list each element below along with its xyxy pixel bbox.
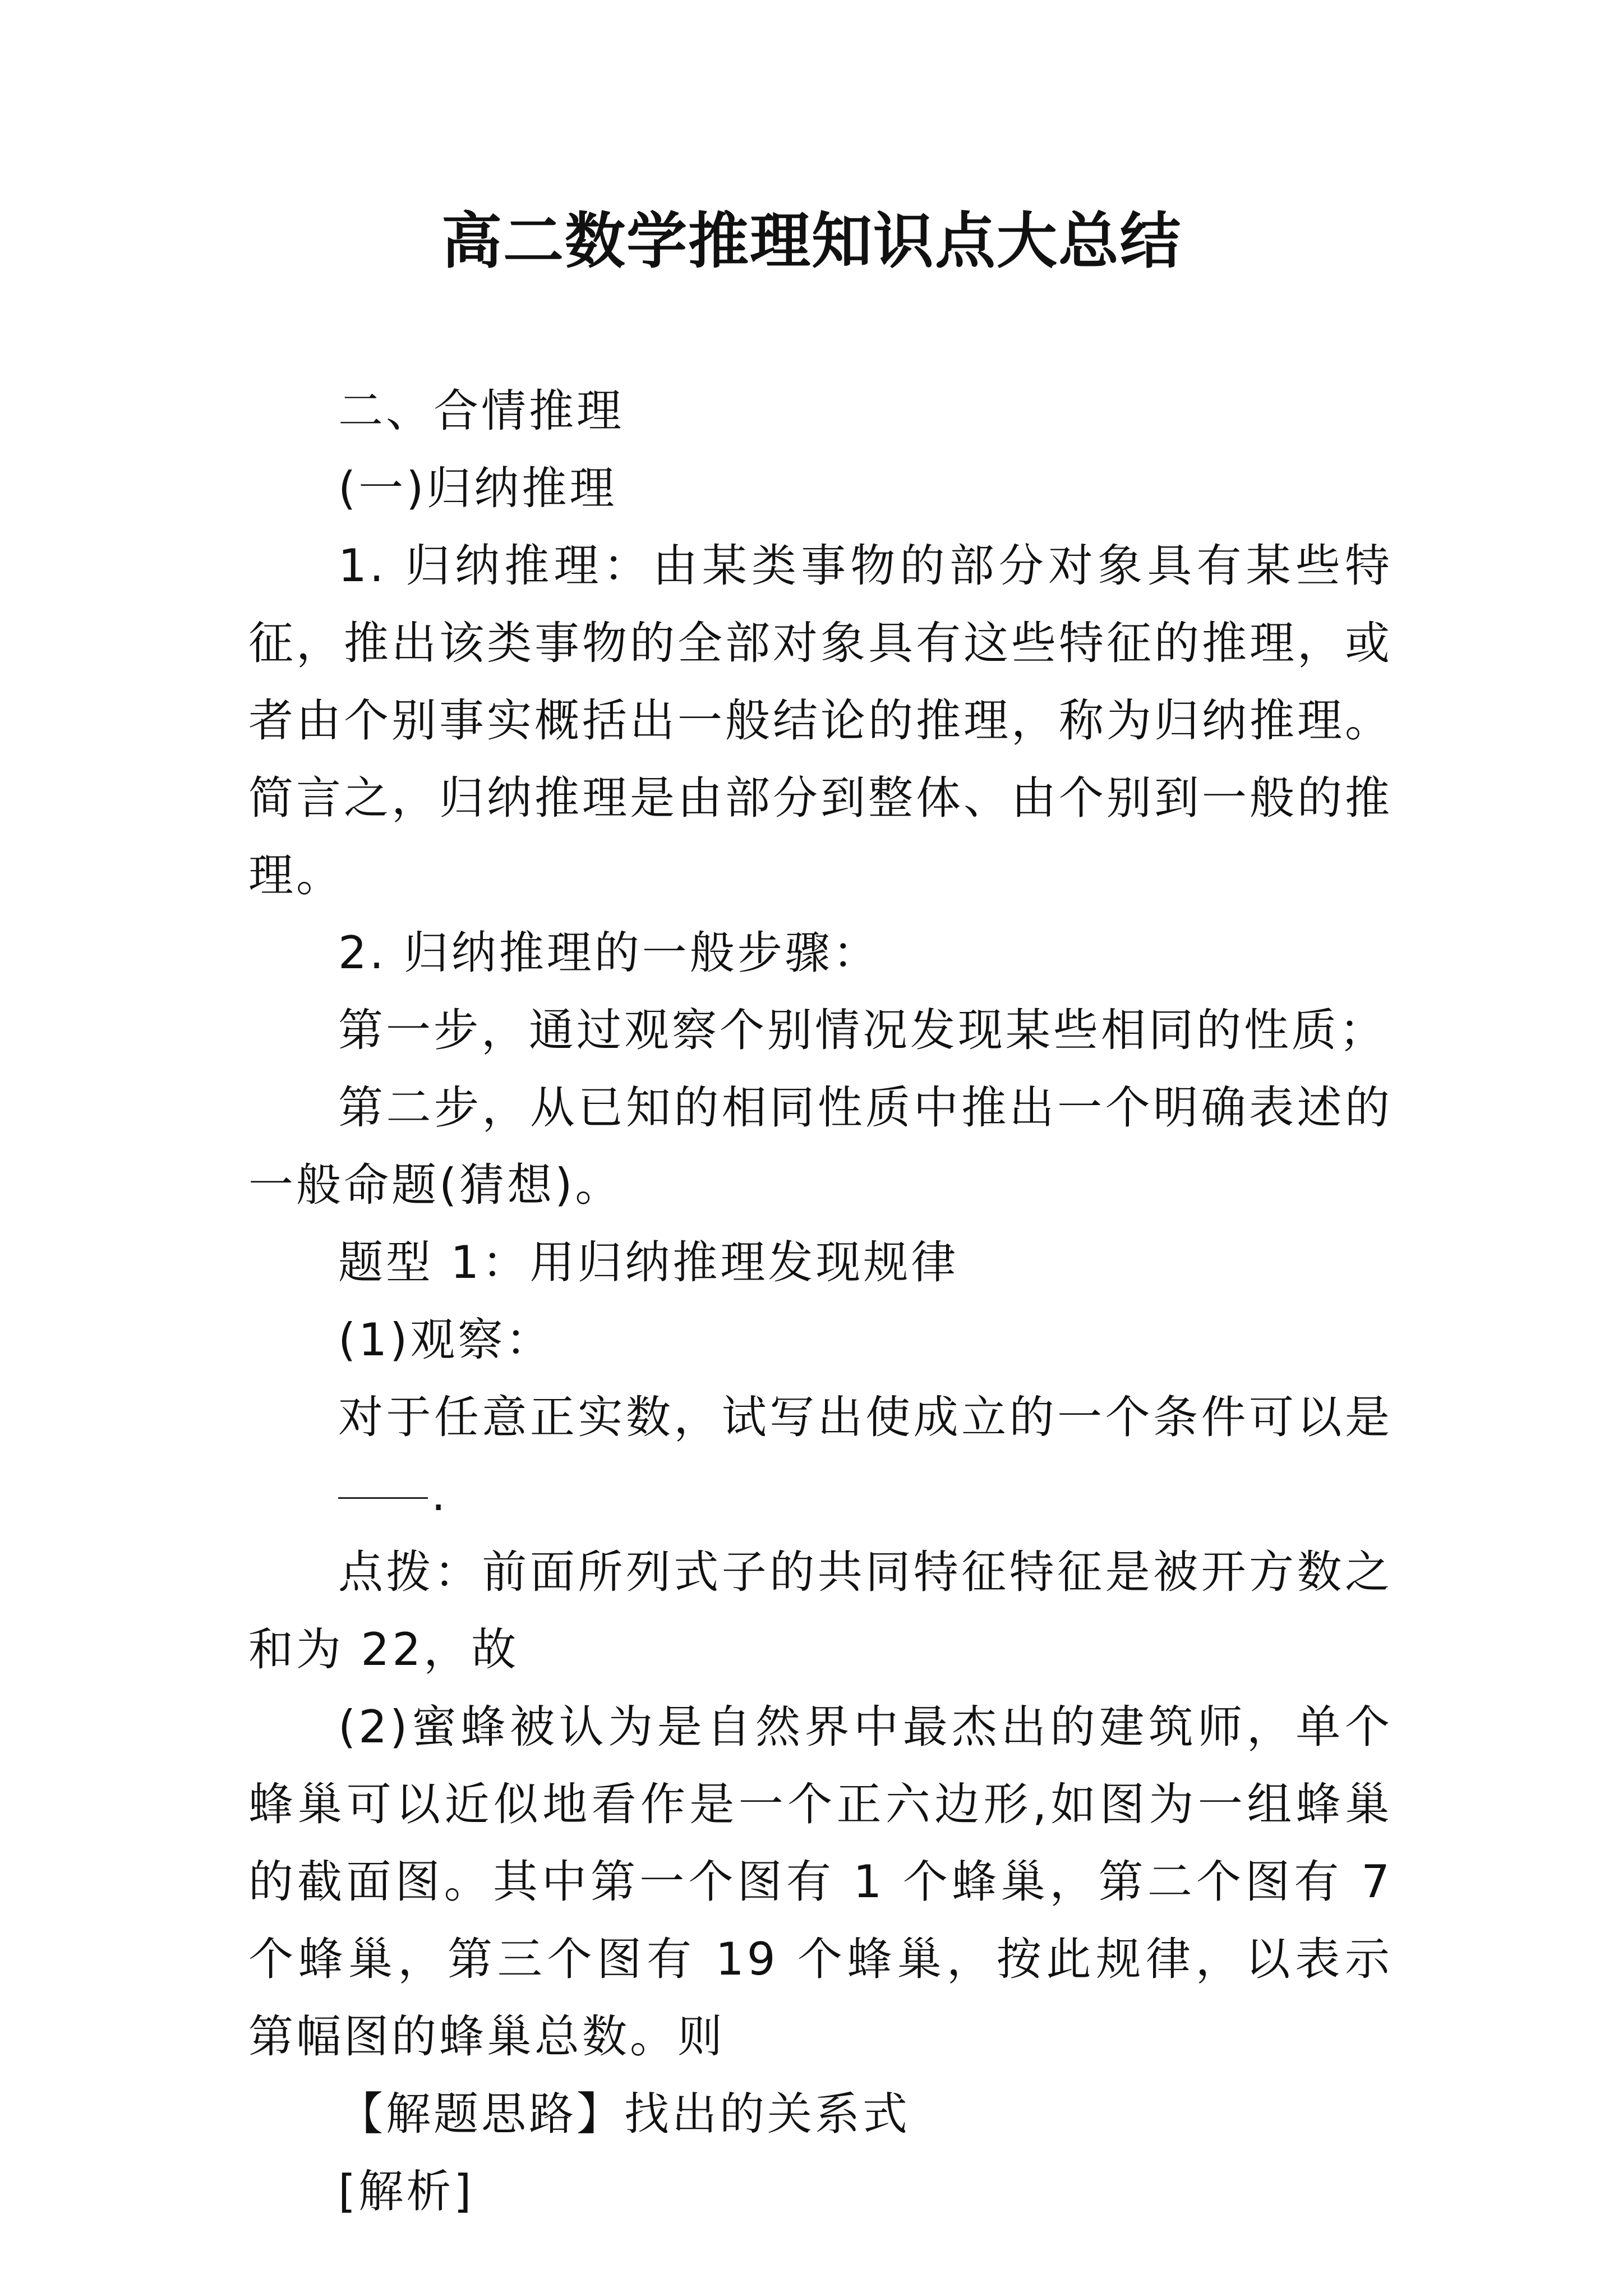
answer-blank (338, 1497, 428, 1499)
question-type-heading: 题型 1：用归纳推理发现规律 (338, 1236, 959, 1289)
observe-label: (1)观察： (338, 1314, 554, 1366)
hint-paragraph: 点拨：前面所列式子的共同特征特征是被开方数之和为 22，故 (248, 1546, 1393, 1676)
document-title: 高二数学推理知识点大总结 (441, 206, 1182, 277)
document-body (248, 372, 1393, 2230)
analysis-label: [解析] (338, 2165, 474, 2217)
steps-heading: 2. 归纳推理的一般步骤： (338, 927, 880, 979)
blank-end-period: . (431, 1469, 449, 1521)
question-one-text: 对于任意正实数，试写出使成立的一个条件可以是 (338, 1391, 1393, 1443)
step-two: 第二步，从已知的相同性质中推出一个明确表述的一般命题(猜想)。 (248, 1082, 1393, 1211)
question-two-text: (2)蜜蜂被认为是自然界中最杰出的建筑师，单个蜂巢可以近似地看作是一个正六边形,如图为一组蜂巢的截面图。其中第一个图有 1 个蜂巢，第二个图有 7 个蜂巢，第三个图有 19 个蜂巢，按此规律，以表示第幅图的蜂巢总数。则 (248, 1701, 1393, 2063)
section-heading: 二、合情推理 (338, 385, 624, 437)
definition-paragraph: 1. 归纳推理：由某类事物的部分对象具有某些特征，推出该类事物的全部对象具有这些特征的推理，或者由个别事实概括出一般结论的推理，称为归纳推理。简言之，归纳推理是由部分到整体、由个别到一般的推理。 (248, 540, 1393, 901)
answer-blank-row (248, 1456, 1393, 1534)
subsection-heading: (一)归纳推理 (338, 462, 617, 514)
step-one: 第一步，通过观察个别情况发现某些相同的性质； (338, 1004, 1387, 1056)
solution-idea: 【解题思路】找出的关系式 (338, 2088, 910, 2140)
